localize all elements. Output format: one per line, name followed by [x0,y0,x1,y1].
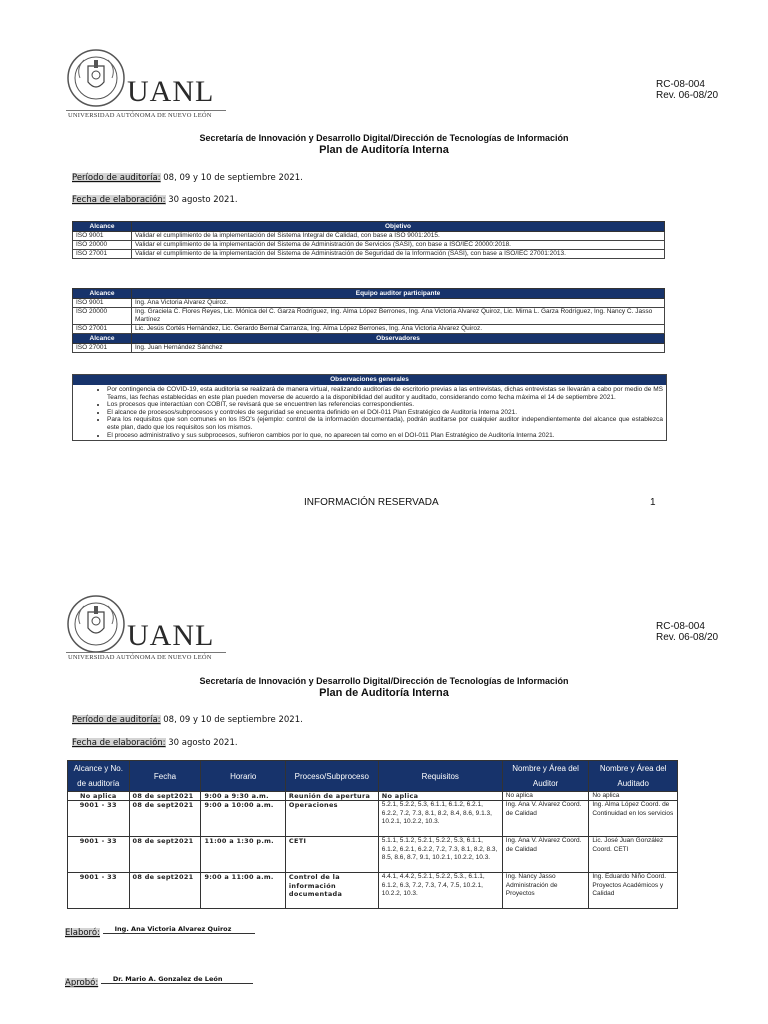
observations-list [73,386,666,439]
elaboration-date [72,195,238,205]
logo-text: UANL [127,75,215,108]
team-cell: Ing. Ana Victoria Alvarez Quiroz. [132,299,665,308]
col-date: Fecha [129,761,201,792]
university-name: UNIVERSIDAD AUTÓNOMA DE NUEVO LEÓN [68,112,212,119]
reserved-notice: INFORMACIÓN RESERVADA [304,497,439,508]
scope-cell: ISO 27001 [73,344,132,353]
date-value: 30 agosto 2021. [168,738,238,748]
period-value: 08, 09 y 10 de septiembre 2021. [163,173,303,183]
observations-title: Observaciones generales [73,375,666,385]
divider [66,110,226,111]
table-row [68,873,678,909]
auditee-cell: Lic. José Juan González Coord. CETI [589,837,678,873]
table-row [68,801,678,837]
period-value: 08, 09 y 10 de septiembre 2021. [163,715,303,725]
scope-cell: 9001 - 33 [68,873,130,909]
col-requirements: Requisitos [378,761,502,792]
table-header-row [73,289,665,299]
col-team: Equipo auditor participante [132,289,665,299]
audit-team-table [72,288,665,353]
process-cell: Operaciones [285,801,378,837]
table-row [73,241,665,250]
revision: Rev. 06-08/20 [656,90,719,101]
table-header-row [73,222,665,232]
list-item: • Para los requisitos que son comunes en los ISO's (ejemplo: control de la información documentada), podrán auditarse por cualquier auditor independientemente del alcance que establezca este plan, dado que los requisitos son los mismos. [107,416,666,431]
page-title: Plan de Auditoría Interna [319,687,449,699]
page-number: 1 [650,497,656,508]
col-objective: Objetivo [132,222,665,232]
university-name: UNIVERSIDAD AUTÓNOMA DE NUEVO LEÓN [68,654,212,661]
table-row [68,837,678,873]
time-cell: 9:00 a 10:00 a.m. [201,801,285,837]
prepared-label: Elaboró: [65,928,100,938]
time-cell: 9:00 a 9:30 a.m. [201,792,285,801]
scope-cell: No aplica [68,792,130,801]
doc-code: RC-08-004 [656,621,705,632]
auditor-cell: Ing. Nancy Jasso Administración de Proyectos [502,873,589,909]
objective-cell: Validar el cumplimiento de la implementación del Sistema de Administración de Seguridad de la Información (SASI), con base a ISO/IEC 27001:2013. [132,250,665,259]
objective-cell: Validar el cumplimiento de la implementación del Sistema Integral de Calidad, con base a ISO 9001:2015. [132,232,665,241]
date-cell: 08 de sept2021 [129,801,201,837]
col-observers: Observadores [132,334,665,344]
team-cell: Lic. Jesús Cortés Hernández, Lic. Gerardo Bernal Carranza, Ing. Alma López Berrones, Ing. Ana Victoria Alvarez Quiroz. [132,325,665,334]
scope-cell: 9001 - 33 [68,837,130,873]
scope-cell: ISO 9001 [73,232,132,241]
uanl-seal-icon [66,594,126,654]
revision: Rev. 06-08/20 [656,632,719,643]
col-scope: Alcance [73,289,132,299]
date-cell: 08 de sept2021 [129,837,201,873]
scope-cell: ISO 27001 [73,250,132,259]
col-auditor: Nombre y Área del Auditor [502,761,589,792]
requirements-cell: 5.2.1, 5.2.2, 5.3, 6.1.1, 6.1.2, 6.2.1, 6.2.2, 7.2, 7.3, 8.1, 8.2, 8.4, 8.6, 9.1.3, 10.2.1, 10.2.2, 10.3. [378,801,502,837]
auditee-cell: No aplica [589,792,678,801]
observers-header-row [73,334,665,344]
approved-by [65,975,253,988]
divider [66,652,226,653]
col-scope: Alcance [73,222,132,232]
list-item: • Los procesos que interactúan con COBIT, se revisará que se encuentren las referencias correspondientes. [107,401,666,409]
auditor-cell: Ing. Ana V. Alvarez Coord. de Calidad [502,837,589,873]
requirements-cell: No aplica [378,792,502,801]
prepared-by [65,925,255,938]
col-process: Proceso/Subproceso [285,761,378,792]
doc-code: RC-08-004 [656,79,705,90]
table-header-row [68,761,678,792]
list-item: • El proceso administrativo y sus subprocesos, sufrieron cambios por lo que, no aparecen tal como en el DOI-011 Plan Estratégico de Auditoría Interna 2021. [107,432,666,440]
logo-text: UANL [127,619,215,652]
scope-cell: ISO 9001 [73,299,132,308]
observer-cell: Ing. Juan Hernández Sánchez [132,344,665,353]
approved-label: Aprobó: [65,978,99,988]
period-label: Período de auditoría: [72,715,161,725]
uanl-seal-icon [66,48,126,108]
date-value: 30 agosto 2021. [168,195,238,205]
table-row [73,250,665,259]
date-label: Fecha de elaboración: [72,738,166,748]
process-cell: Control de la información documentada [285,873,378,909]
table-row [73,299,665,308]
date-label: Fecha de elaboración: [72,195,166,205]
scope-cell: ISO 27001 [73,325,132,334]
process-cell: CETI [285,837,378,873]
date-cell: 08 de sept2021 [129,792,201,801]
col-scope: Alcance [73,334,132,344]
col-auditee: Nombre y Área del Auditado [589,761,678,792]
list-item: • El alcance de procesos/subprocesos y controles de seguridad se encuentra definido en el DOI-011 Plan Estratégico de Auditoría Interna 2021. [107,409,666,417]
auditee-cell: Ing. Alma López Coord. de Continuidad en los servicios [589,801,678,837]
audit-period [72,715,303,725]
table-row [73,308,665,325]
table-row [73,344,665,353]
table-row [68,792,678,801]
col-scope: Alcance y No. de auditoría [68,761,130,792]
list-item: • Por contingencia de COVID-19, esta auditoría se realizará de manera virtual, realizando auditorías de escritorio previas a las entrevistas, dichas entrevistas se llevarán a cabo por medio de MS Teams, las fechas establecidas en este plan pueden moverse de acuerdo a la disponibilidad del auditor y auditado, considerando como fecha máxima el 14 de septiembre 2021. [107,386,666,401]
general-observations [72,374,667,441]
approved-name: Dr. Mario A. Gonzalez de León [101,975,253,984]
objectives-table [72,221,665,259]
time-cell: 11:00 a 1:30 p.m. [201,837,285,873]
scope-cell: ISO 20000 [73,308,132,325]
team-cell: Ing. Graciela C. Flores Reyes, Lic. Mónica del C. Garza Rodríguez, Ing. Alma López Berrones, Ing. Ana Victoria Alvarez Quiroz, Lic. Mirna L. Garza Rodríguez, Ing. Nancy C. Jasso Martínez [132,308,665,325]
date-cell: 08 de sept2021 [129,873,201,909]
period-label: Período de auditoría: [72,173,161,183]
department-title: Secretaría de Innovación y Desarrollo Digital/Dirección de Tecnologías de Información [199,676,569,686]
process-cell: Reunión de apertura [285,792,378,801]
auditor-cell: No aplica [502,792,589,801]
auditor-cell: Ing. Ana V. Alvarez Coord. de Calidad [502,801,589,837]
elaboration-date [72,738,238,748]
department-title: Secretaría de Innovación y Desarrollo Digital/Dirección de Tecnologías de Información [199,133,569,143]
uanl-logo [66,48,226,123]
table-row [73,232,665,241]
prepared-name: Ing. Ana Victoria Alvarez Quiroz [103,925,255,934]
auditee-cell: Ing. Eduardo Niño Coord. Proyectos Académicos y Calidad [589,873,678,909]
scope-cell: 9001 - 33 [68,801,130,837]
time-cell: 9:00 a 11:00 a.m. [201,873,285,909]
scope-cell: ISO 20000 [73,241,132,250]
requirements-cell: 5.1.1, 5.1.2, 5.2.1, 5.2.2, 5.3, 6.1.1, 6.1.2, 6.2.1, 6.2.2, 7.2, 7.3, 8.1, 8.2, 8.3, 8.5, 8.6, 8.7, 9.1, 10.2.1, 10.2.2, 10.3. [378,837,502,873]
requirements-cell: 4.4.1, 4.4.2, 5.2.1, 5.2.2, 5.3., 6.1.1, 6.1.2, 6.3, 7.2, 7.3, 7.4, 7.5, 10.2.1, 10.2.2, 10.3. [378,873,502,909]
uanl-logo [66,594,226,669]
col-time: Horario [201,761,285,792]
table-row [73,325,665,334]
page-title: Plan de Auditoría Interna [319,144,449,156]
objective-cell: Validar el cumplimiento de la implementación del Sistema de Administración de Servicios (SASI), con base a ISO/IEC 20000:2018. [132,241,665,250]
audit-period [72,173,303,183]
audit-schedule-table [67,760,678,909]
